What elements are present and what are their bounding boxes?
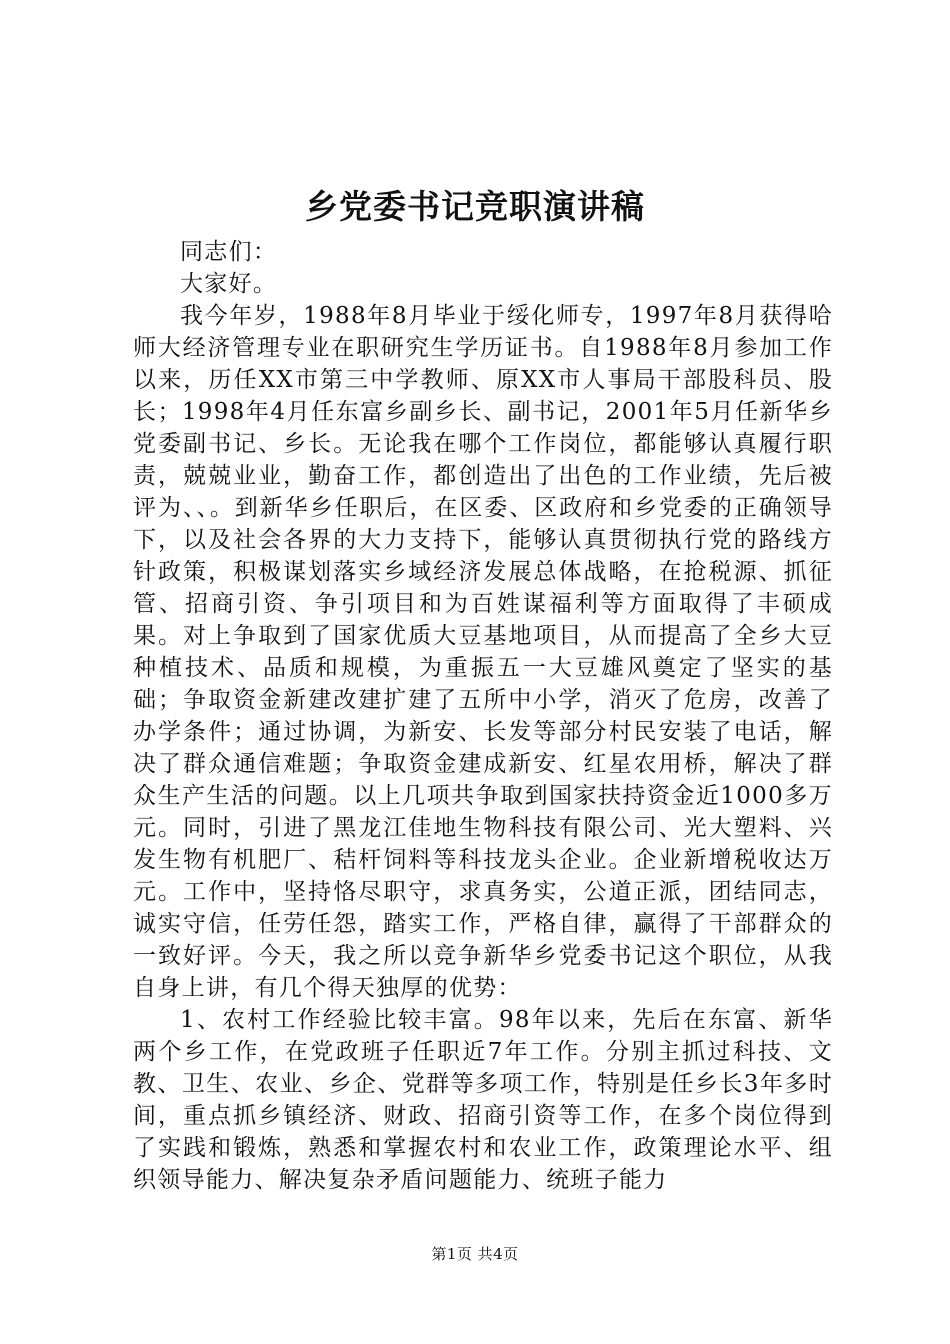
- paragraph-advantage-1: 1、农村工作经验比较丰富。98年以来，先后在东富、新华两个乡工作，在党政班子任职近7年工作。分别主抓过科技、文教、卫生、农业、乡企、党群等多项工作，特别是任乡长3年多时间，重点抓乡镇经济、财政、招商引资等工作，在多个岗位得到了实践和锻炼，熟悉和掌握农村和农业工作，政策理论水平、组织领导能力、解决复杂矛盾问题能力、统班子能力: [133, 1007, 833, 1193]
- paragraph-greeting: 同志们：: [180, 239, 278, 265]
- paragraph-hello: 大家好。: [180, 271, 278, 297]
- document-body: [133, 236, 833, 1196]
- document-title: 乡党委书记竞职演讲稿: [305, 187, 645, 226]
- page-number-footer: 第1页 共4页: [431, 1245, 519, 1263]
- paragraph-background: 我今年岁，1988年8月毕业于绥化师专，1997年8月获得哈师大经济管理专业在职研究生学历证书。自1988年8月参加工作以来，历任XX市第三中学教师、原XX市人事局干部股科员、股长；1998年4月任东富乡副乡长、副书记，2001年5月任新华乡党委副书记、乡长。无论我在哪个工作岗位，都能够认真履行职责，兢兢业业，勤奋工作，都创造出了出色的工作业绩，先后被评为、、。到新华乡任职后，在区委、区政府和乡党委的正确领导下，以及社会各界的大力支持下，能够认真贯彻执行党的路线方针政策，积极谋划落实乡域经济发展总体战略，在抢税源、抓征管、招商引资、争引项目和为百姓谋福利等方面取得了丰硕成果。对上争取到了国家优质大豆基地项目，从而提高了全乡大豆种植技术、品质和规模，为重振五一大豆雄风奠定了坚实的基础；争取资金新建改建扩建了五所中小学，消灭了危房，改善了办学条件；通过协调，为新安、长发等部分村民安装了电话，解决了群众通信难题；争取资金建成新安、红星农用桥，解决了群众生产生活的问题。以上几项共争取到国家扶持资金近1000多万元。同时，引进了黑龙江佳地生物科技有限公司、光大塑料、兴发生物有机肥厂、秸杆饲料等科技龙头企业。企业新增税收达万元。工作中，坚持恪尽职守，求真务实，公道正派，团结同志，诚实守信，任劳任怨，踏实工作，严格自律，赢得了干部群众的一致好评。今天，我之所以竞争新华乡党委书记这个职位，从我自身上讲，有几个得天独厚的优势：: [133, 303, 833, 1001]
